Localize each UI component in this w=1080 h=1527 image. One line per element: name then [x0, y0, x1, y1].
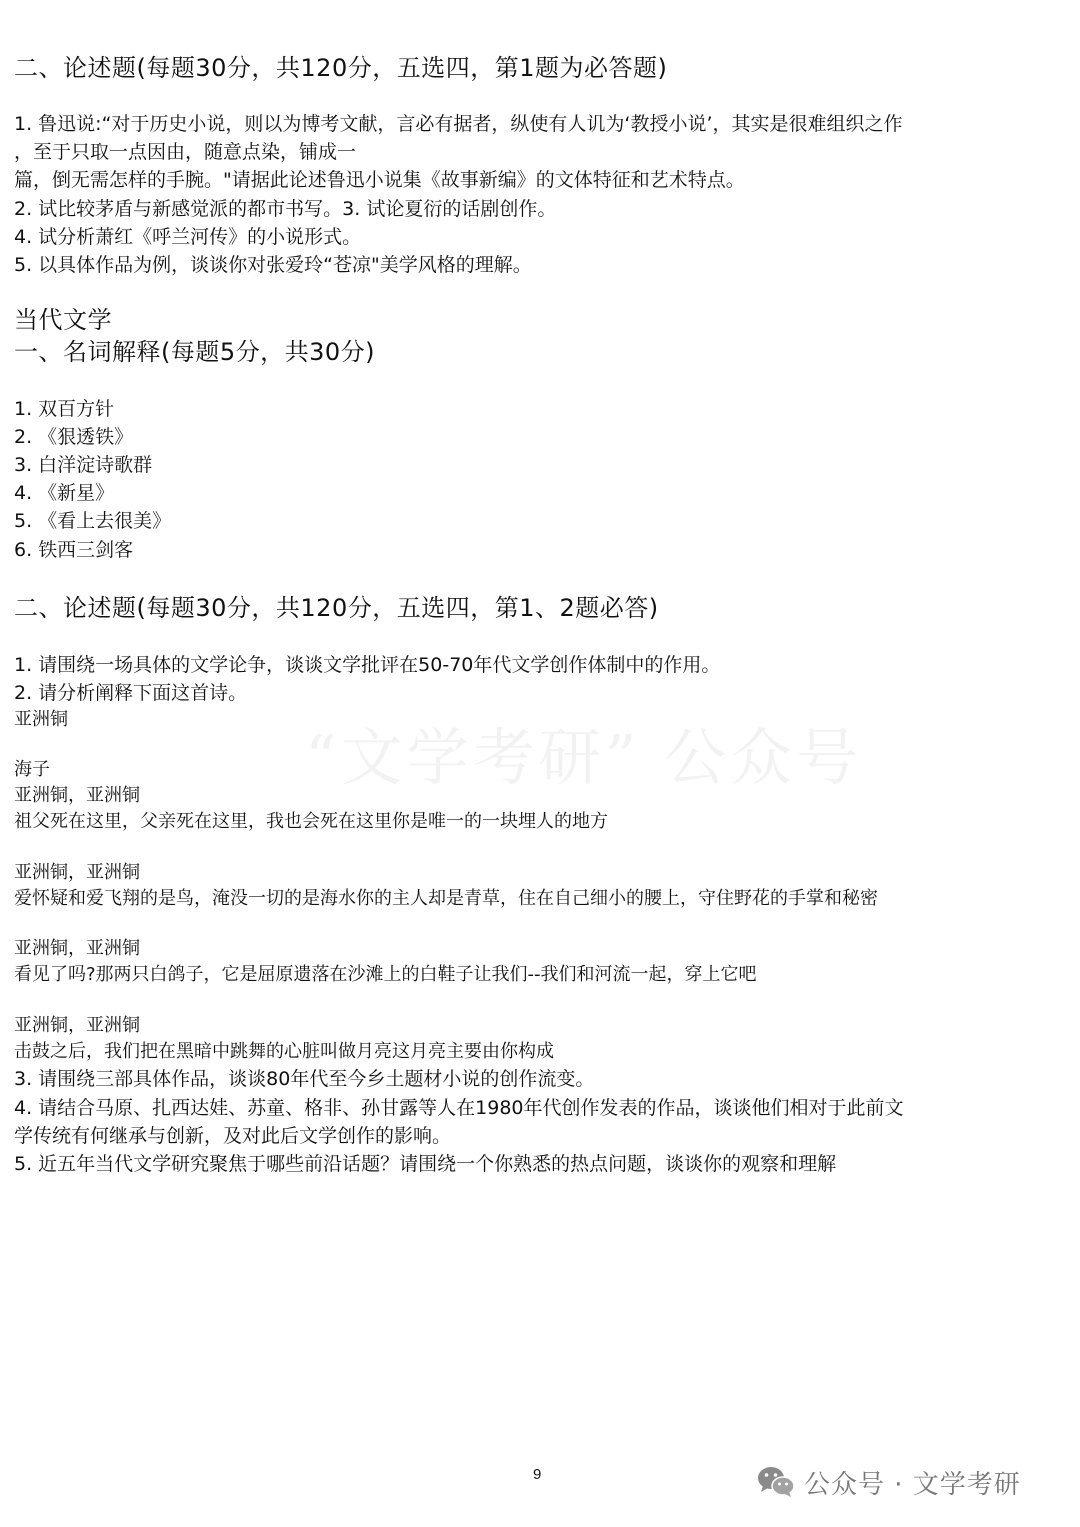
modern-q1-line1: 1. 鲁迅说:“对于历史小说，则以为博考文献，言必有据者，纵使有人讥为‘教授小说’，其实是很难组织之作 — [14, 113, 903, 135]
watermark-text: “文学考研” 公众号 — [305, 721, 863, 794]
contemporary-q2: 2. 请分析阐释下面这首诗。 — [14, 682, 248, 704]
modern-q1-line3: 篇，倒无需怎样的手腕。"请据此论述鲁迅小说集《故事新编》的文体特征和艺术特点。 — [14, 169, 745, 191]
poem-line: 祖父死在这里，父亲死在这里，我也会死在这里你是唯一的一块埋人的地方 — [14, 811, 608, 832]
footer-brand — [756, 1462, 1021, 1502]
poem-line: 看见了吗?那两只白鸽子，它是屈原遗落在沙滩上的白鞋子让我们--我们和河流一起，穿上它吧 — [14, 964, 757, 985]
contemporary-q1: 1. 请围绕一场具体的文学论争，谈谈文学批评在50-70年代文学创作体制中的作用。 — [14, 654, 721, 676]
modern-q5: 5. 以具体作品为例，谈谈你对张爱玲“苍凉"美学风格的理解。 — [14, 254, 532, 276]
term-item: 6. 铁西三剑客 — [14, 539, 134, 561]
modern-essay-heading: 二、论述题(每题30分，共120分，五选四，第1题为必答题) — [14, 54, 668, 82]
contemporary-essay-heading: 二、论述题(每题30分，共120分，五选四，第1、2题必答) — [14, 594, 659, 622]
term-item: 1. 双百方针 — [14, 398, 115, 420]
terms-heading: 一、名词解释(每题5分，共30分) — [14, 338, 376, 366]
poem-author: 海子 — [14, 759, 50, 780]
poem-line: 击鼓之后，我们把在黑暗中跳舞的心脏叫做月亮这月亮主要由你构成 — [14, 1041, 554, 1062]
footer-brand-label: 公众号 · 文学考研 — [804, 1469, 1021, 1500]
modern-q2-q3: 2. 试比较茅盾与新感觉派的都市书写。3. 试论夏衍的话剧创作。 — [14, 198, 557, 220]
poem-refrain: 亚洲铜，亚洲铜 — [14, 938, 140, 959]
term-item: 5. 《看上去很美》 — [14, 510, 172, 532]
contemporary-q5: 5. 近五年当代文学研究聚焦于哪些前沿话题？请围绕一个你熟悉的热点问题，谈谈你的观察和理解 — [14, 1153, 837, 1175]
wechat-icon — [756, 1465, 796, 1499]
poem-refrain: 亚洲铜，亚洲铜 — [14, 862, 140, 883]
contemporary-section-title: 当代文学 — [14, 306, 112, 334]
term-item: 3. 白洋淀诗歌群 — [14, 454, 153, 476]
contemporary-q4-line2: 学传统有何继承与创新，及对此后文学创作的影响。 — [14, 1125, 452, 1147]
poem-title: 亚洲铜 — [14, 709, 68, 730]
poem-refrain: 亚洲铜，亚洲铜 — [14, 785, 140, 806]
term-item: 4. 《新星》 — [14, 482, 115, 504]
modern-q4: 4. 试分析萧红《呼兰河传》的小说形式。 — [14, 226, 362, 248]
poem-refrain: 亚洲铜，亚洲铜 — [14, 1015, 140, 1036]
page-number: 9 — [533, 1466, 542, 1483]
term-item: 2. 《狠透铁》 — [14, 426, 134, 448]
contemporary-q4-line1: 4. 请结合马原、扎西达娃、苏童、格非、孙甘露等人在1980年代创作发表的作品，谈谈他们相对于此前文 — [14, 1097, 904, 1119]
poem-line: 爱怀疑和爱飞翔的是鸟，淹没一切的是海水你的主人却是青草，住在自己细小的腰上，守住野花的手掌和秘密 — [14, 888, 878, 909]
modern-q1-line2: ，至于只取一点因由，随意点染，铺成一 — [14, 141, 357, 163]
contemporary-q3: 3. 请围绕三部具体作品，谈谈80年代至今乡土题材小说的创作流变。 — [14, 1068, 595, 1090]
